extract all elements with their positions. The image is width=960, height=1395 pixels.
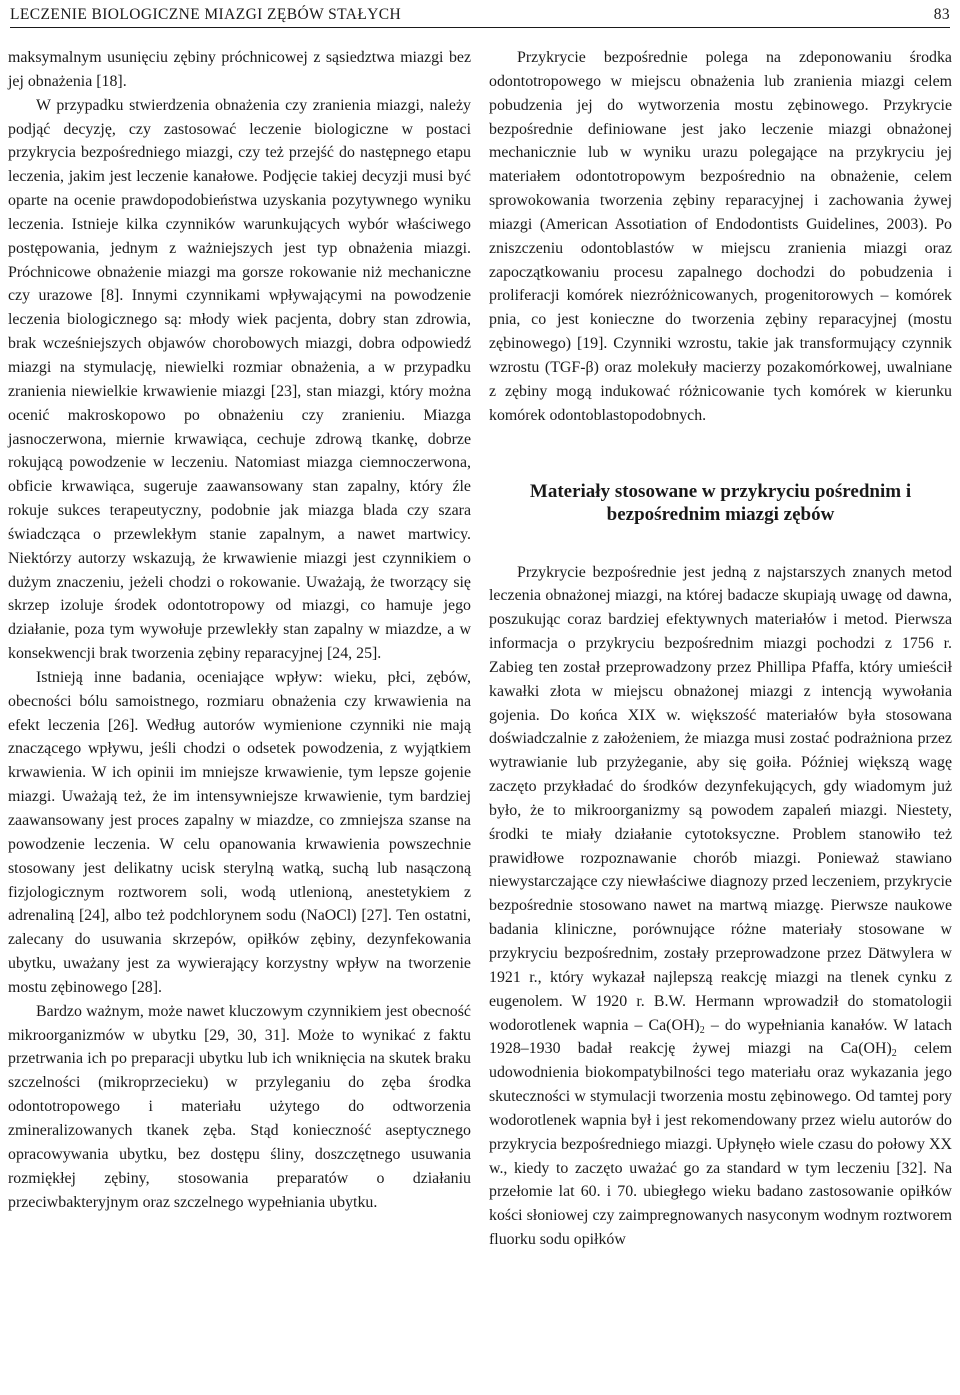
text-run: – do wypełniania kanałów. W latach 1928–1930 badał reakcję żywej miazgi na Ca(OH) (489, 1016, 952, 1058)
text-run: Przykrycie bezpośrednie jest jedną z najstarszych znanych metod leczenia obnażonej miazgi, na której badacze skupiają uwagę od dawna, poszukując coraz bardziej efektywnych materiałów i metod. Pierwsza informacja o przykryciu bezpośrednim miazgi pochodzi z 1756 r. Zabieg ten został przeprowadzony przez Phillipa Pfaffa, który umieścił kawałki złota w miejscu obnażonej miazgi z intencją wywołania gojenia. Do końca XIX w. większość materiałów była stosowana doświadczalnie z założeniem, że miazga musi zostać podrażniona przez wytrawianie lub przyżeganie, aby się goiła. Później większą wagę zaczęto przykładać do środków dezynfekujących, gdy wiadomym już było, że to mikroorganizmy są powodem zapaleń miazgi. Niestety, środki te miały działanie cytotoksyczne. Problem stanowiło też prawidłowe rozpoznawanie chorób miazgi. Ponieważ stawiano niewystarczające czy niewłaściwe diagnozy przed leczeniem, przykrycie bezpośrednie stosowano nawet na martwą miazgę. Pierwsze naukowe badania kliniczne, porównujące różne materiały stosowane w przykryciu bezpośrednim, zostały przeprowadzone przez Dätwylera w 1921 r., który wykazał najlepszą reakcję miazgi na tlenek cynku z eugenolem. W 1920 r. B.W. Hermann wprowadził do stomatologii wodorotlenek wapnia – Ca(OH) (489, 563, 952, 1034)
section-heading: Materiały stosowane w przykryciu pośrednim i bezpośrednim miazgi zębów (529, 480, 912, 525)
right-column (489, 46, 952, 1252)
subscript: 2 (891, 1048, 897, 1060)
paragraph: maksymalnym usunięciu zębiny próchnicowej z sąsiedztwa miazgi bez jej obnażenia [18]. (8, 49, 471, 90)
paragraph: Bardzo ważnym, może nawet kluczowym czynnikiem jest obecność mikroorganizmów w ubytku [29, 30, 31]. Może to wynikać z faktu przetrwania ich po preparacji ubytku lub ich wniknięcia na skutek braku szczelności (mikroprzecieku) w przyleganiu do zęba środka odontotropowego i materiału użytego do odtworzenia zmineralizowanych tkanek zęba. Stąd konieczność aseptycznego opracowywania ubytku, bez dostępu śliny, doszczętnego usuwania rozmiękłej zębiny, stosowania preparatów o działaniu przeciwbakteryjnym oraz szczelnego wypełniania ubytku. (8, 1002, 471, 1211)
paragraph: Istnieją inne badania, oceniające wpływ: wieku, płci, zębów, obecności bólu samoistnego, rozmiaru obnażenia czy krwawienia na efekt leczenia [26]. Według autorów wymienione czynniki nie mają znaczącego wpływu, jeśli chodzi o odsetek powodzenia, z wyjątkiem krwawienia. W ich opinii im mniejsze krwawienie, tym lepsze gojenie miazgi. Uważają też, że im intensywniejsze krwawienie, tym bardziej zaawansowany jest proces zapalny w miazdze, co zmniejsza szanse na powodzenie leczenia. W celu opanowania krwawienia powszechnie stosowany jest delikatny ucisk sterylną watką, suchą lub nasączoną fizjologicznym roztworem soli, wodą utlenioną, anestetykiem z adrenaliną [24], albo też podchlorynem sodu (NaOCl) [27]. Ten ostatni, zalecany do usuwania skrzepów, opiłków zębiny, dezynfekowania ubytku, uważany jest za wywierający korzystny wpływ na tworzenie mostu zębinowego [28]. (8, 668, 471, 996)
left-column (8, 46, 471, 1214)
text-run: celem udowodnienia biokompatybilności tego materiału oraz wykazania jego skuteczności w stymulacji tworzenia mostu zębinowego. Od tamtej pory wodorotlenek wapnia był i jest rekomendowany przez wielu autorów do przykrycia bezpośredniego miazgi. Upłynęło wiele czasu do połowy XX w., kiedy to zaczęto uważać go za standard w tym leczeniu [32]. Na przełomie lat 60. i 70. ubiegłego wieku badano zastosowanie opiłków kości słoniowej czy zaimpregnowanych nasyconym wodnym roztworem fluorku sodu opiłków (489, 1040, 952, 1249)
paragraph: W przypadku stwierdzenia obnażenia czy zranienia miazgi, należy podjąć decyzję, czy zastosować leczenie biologiczne w postaci przykrycia bezpośredniego miazgi, czy też przejść do następnego etapu leczenia, jakim jest leczenie kanałowe. Podjęcie takiej decyzji musi być oparte na ocenie prawdopodobieństwa uzyskania pozytywnego wyniku leczenia. Istnieje kilka czynników warunkujących wybór właściwego postępowania, jednym z ważniejszych jest typ obnażenia miazgi. Próchnicowe obnażenie miazgi ma gorsze rokowanie niż mechaniczne czy urazowe [8]. Innymi czynnikami wpływającymi na powodzenie leczenia biologicznego są: młody wiek pacjenta, dobry stan zdrowia, brak wcześniejszych objawów chorobowych miazgi, dobra odpowiedź miazgi na stymulację, niewielki rozmiar obnażenia, a w przypadku zranienia niewielkie krwawienie miazgi [23], stan miazgi, który można ocenić makroskopowo po obnażeniu czy zranieniu. Miazga jasnoczerwona, miernie krwawiąca, cechuje zdrową tkankę, dobrze rokującą powodzenie w leczeniu. Natomiast miazga ciemnoczerwona, obficie krwawiąca, sugeruje zaawansowany stan zapalny, który źle rokuje sukces terapeutyczny, podobnie jak miazga blada czy szara świadcząca o przewlekłym stanie zapalnym, a nawet martwicy. Niektórzy autorzy wskazują, że krwawienie miazgi jest czynnikiem o dużym znaczeniu, jeżeli chodzi o rokowanie. Uważają, że tworzący się skrzep izoluje środek odontotropowy od miazgi, co hamuje jego działanie, poza tym wywołuje przewlekły stan zapalny w miazdze, a w konsekwencji brak tworzenia zębiny reparacyjnej [24, 25]. (8, 96, 471, 663)
paragraph (489, 561, 952, 1252)
subscript: 2 (699, 1024, 705, 1036)
paragraph: Przykrycie bezpośrednie polega na zdeponowaniu środka odontotropowego w miejscu obnażenia lub zranienia miazgi celem pobudzenia jej do wytworzenia mostu zębinowego. Przykrycie bezpośrednie definiowane jest jako leczenie miazgi obnażonej mechanicznie lub w wyniku urazu polegające na przykryciu jej materiałem odontotropowym bezpośrednio na obnażenie, celem sprowokowania tworzenia zębiny reparacyjnej i zachowania żywej miazgi (American Assotiation of Endodontists Guidelines, 2003). Po zniszczeniu odontoblastów w miejscu zranienia miazgi oraz zapoczątkowaniu procesu zapalnego dochodzi do pobudzenia i proliferacji komórek niezróżnicowanych, progenitorowych – komórek pnia, co jest konieczne do tworzenia zębiny reparacyjnej (mostu zębinowego) [19]. Czynniki wzrostu, takie jak transformujący czynnik wzrostu (TGF-β) oraz molekuły macierzy pozakomórkowej, uwalniane z zębiny mogą indukować różnicowanie tych komórek w kierunku komórek odontoblastopodobnych. (489, 49, 952, 424)
running-title: LECZENIE BIOLOGICZNE MIAZGI ZĘBÓW STAŁYCH (10, 6, 402, 23)
running-header (10, 0, 950, 28)
page-number: 83 (933, 6, 950, 23)
